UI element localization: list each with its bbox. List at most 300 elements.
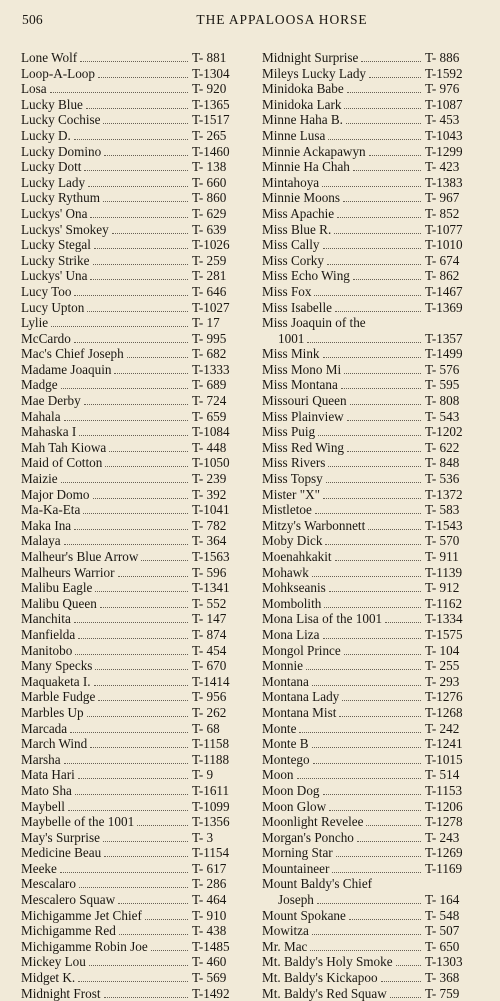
horse-name: Lone Wolf <box>21 50 78 65</box>
dot-leader <box>79 433 188 436</box>
dot-leader <box>84 402 188 405</box>
dot-leader <box>323 792 421 795</box>
registration-number: T- 570 <box>425 533 460 549</box>
dot-leader <box>347 90 421 93</box>
registration-number: T- 583 <box>425 502 460 518</box>
dot-leader <box>299 730 421 733</box>
horse-name: Many Specks <box>21 658 93 674</box>
registration-number: T- 281 <box>192 268 227 284</box>
horse-name: Miss Red Wing <box>262 439 345 455</box>
horse-name: March Wind <box>21 736 88 752</box>
dot-leader <box>98 698 188 701</box>
dot-leader <box>326 480 421 483</box>
registration-number: T- 259 <box>192 252 227 268</box>
dot-leader <box>127 355 188 358</box>
horse-name: Moon Dog <box>262 782 320 798</box>
horse-name: Minne Lusa <box>262 127 326 143</box>
horse-entry <box>262 128 483 144</box>
dot-leader <box>78 776 188 779</box>
registration-number: T- 17 <box>192 315 220 331</box>
registration-number: T-1365 <box>192 96 230 112</box>
registration-number: T- 995 <box>192 330 227 346</box>
dot-leader <box>323 636 422 639</box>
horse-name: Miss Fox <box>262 283 312 299</box>
registration-number: T- 453 <box>425 112 460 128</box>
horse-name: Miss Puig <box>262 424 316 440</box>
horse-name: Miss Rivers <box>262 455 326 471</box>
registration-number: T- 956 <box>192 689 227 705</box>
dot-leader <box>118 574 188 577</box>
dot-leader <box>350 402 421 405</box>
dot-leader <box>84 168 188 171</box>
dot-leader <box>325 542 421 545</box>
dot-leader <box>310 948 421 951</box>
horse-entry <box>262 721 483 737</box>
horse-name: Minidoka Lark <box>262 96 342 112</box>
horse-name: Miss Blue R. <box>262 221 332 237</box>
horse-entry <box>262 689 483 705</box>
dot-leader <box>385 620 421 623</box>
dot-leader <box>93 262 189 265</box>
horse-entry <box>21 362 250 378</box>
dot-leader <box>313 761 421 764</box>
horse-entry <box>21 596 250 612</box>
registration-number: T- 548 <box>425 907 460 923</box>
dot-leader <box>381 979 421 982</box>
registration-number: T-1077 <box>425 221 463 237</box>
dot-leader <box>315 511 421 514</box>
horse-entry <box>21 206 250 222</box>
horse-name: Miss Montana <box>262 377 338 393</box>
horse-entry <box>262 845 483 861</box>
horse-name: Moonlight Revelee <box>262 814 364 830</box>
horse-name: Miss Topsy <box>262 471 323 487</box>
horse-name: Major Domo <box>21 486 90 502</box>
dot-leader <box>306 667 421 670</box>
horse-entry <box>262 237 483 253</box>
horse-entry <box>262 81 483 97</box>
dot-leader <box>366 823 421 826</box>
horse-name: Mona Lisa of the 1001 <box>262 611 383 627</box>
horse-entry <box>262 66 483 82</box>
dot-leader <box>334 231 421 234</box>
dot-leader <box>297 776 421 779</box>
horse-entry <box>21 175 250 191</box>
dot-leader <box>343 199 421 202</box>
registration-number: T- 569 <box>192 970 227 986</box>
horse-entry <box>262 362 483 378</box>
horse-entry <box>262 565 483 581</box>
dot-leader <box>344 371 421 374</box>
horse-name: Mac's Chief Joseph <box>21 346 124 362</box>
horse-name: Maquaketa I. <box>21 673 91 689</box>
dot-leader <box>75 652 188 655</box>
horse-name: Mt. Baldy's Kickapoo <box>262 970 378 986</box>
horse-name: Marsha <box>21 751 61 767</box>
horse-entry <box>262 799 483 815</box>
horse-name: Minnie Moons <box>262 190 341 206</box>
registration-number: T- 674 <box>425 252 460 268</box>
registration-number: T- 164 <box>425 892 460 908</box>
dot-leader <box>346 121 421 124</box>
registration-number: T- 911 <box>425 549 459 564</box>
horse-name: Miss Corky <box>262 252 324 268</box>
registration-number: T- 617 <box>192 860 227 876</box>
registration-number: T- 650 <box>425 938 460 954</box>
dot-leader <box>89 963 188 966</box>
horse-entry <box>21 50 250 66</box>
horse-entry <box>21 658 250 674</box>
horse-name: Lylie <box>21 315 49 331</box>
registration-number: T-1027 <box>192 299 230 315</box>
horse-name: Montana <box>262 673 309 689</box>
registration-number: T- 967 <box>425 190 460 206</box>
horse-name: Mata Hari <box>21 767 75 783</box>
dot-leader <box>87 714 188 717</box>
horse-name: Monte <box>262 720 297 736</box>
horse-entry <box>21 689 250 705</box>
registration-number: T- 293 <box>425 673 460 689</box>
horse-name: May's Surprise <box>21 829 100 845</box>
horse-entry <box>21 533 250 549</box>
dot-leader <box>332 870 421 873</box>
registration-number: T- 660 <box>192 174 227 190</box>
horse-name: Mah Tah Kiowa <box>21 439 107 455</box>
horse-entry <box>21 611 250 627</box>
horse-entry <box>21 190 250 206</box>
dot-leader <box>312 745 421 748</box>
dot-leader <box>137 823 188 826</box>
registration-number: T- 682 <box>192 346 227 362</box>
horse-entry <box>262 861 483 877</box>
dot-leader <box>104 854 188 857</box>
dot-leader <box>344 652 421 655</box>
dot-leader <box>93 496 189 499</box>
horse-entry <box>21 954 250 970</box>
horse-entry <box>262 627 483 643</box>
registration-number: T-1188 <box>192 751 230 767</box>
dot-leader <box>369 75 421 78</box>
registration-number: T- 543 <box>425 408 460 424</box>
dot-leader <box>105 464 188 467</box>
horse-entry <box>21 315 250 331</box>
horse-entry <box>262 424 483 440</box>
horse-name: Lucky D. <box>21 127 71 143</box>
registration-number: T-1575 <box>425 626 463 642</box>
horse-entry <box>21 237 250 253</box>
horse-entry <box>21 66 250 82</box>
dot-leader <box>324 605 421 608</box>
dot-leader <box>369 325 421 327</box>
dot-leader <box>64 418 188 421</box>
horse-entry <box>21 144 250 160</box>
registration-number: T- 239 <box>192 471 227 487</box>
dot-leader <box>68 808 188 811</box>
dot-leader <box>74 340 188 343</box>
registration-number: T- 881 <box>192 50 227 65</box>
registration-number: T- 689 <box>192 377 227 393</box>
registration-number: T-1169 <box>425 860 463 876</box>
horse-entry <box>21 845 250 861</box>
horse-name: Lucky Dott <box>21 159 82 175</box>
horse-name: Mombolith <box>262 595 322 611</box>
horse-entry <box>21 268 250 284</box>
horse-name: Maid of Cotton <box>21 455 103 471</box>
horse-entry <box>21 377 250 393</box>
horse-entry <box>21 471 250 487</box>
horse-entry <box>262 674 483 690</box>
dot-leader <box>79 885 188 888</box>
registration-number: T-1299 <box>425 143 463 159</box>
page-header <box>22 12 482 30</box>
dot-leader <box>104 995 188 998</box>
dot-leader <box>74 137 188 140</box>
horse-entry <box>21 424 250 440</box>
horse-name: Mescalaro <box>21 876 76 892</box>
horse-entry <box>21 876 250 892</box>
horse-entry <box>262 643 483 659</box>
dot-leader <box>118 901 188 904</box>
registration-number: T- 576 <box>425 361 460 377</box>
horse-name: Mohawk <box>262 564 309 580</box>
horse-name: Montego <box>262 751 310 767</box>
horse-name: Loop-A-Loop <box>21 65 95 81</box>
dot-leader <box>61 386 188 389</box>
horse-entry <box>21 814 250 830</box>
horse-name: Miss Plainview <box>262 408 344 424</box>
registration-number: T- 808 <box>425 393 460 409</box>
registration-number: T-1241 <box>425 736 463 752</box>
horse-name: Miss Mono Mi <box>262 361 342 377</box>
horse-entry <box>262 658 483 674</box>
horse-name: Mohkseanis <box>262 580 326 596</box>
dot-leader <box>75 792 188 795</box>
horse-entry <box>262 892 483 908</box>
horse-name: Michigamme Jet Chief <box>21 907 142 923</box>
registration-number: T- 3 <box>192 829 214 845</box>
registration-number: T-1043 <box>425 127 463 143</box>
dot-leader <box>353 168 421 171</box>
horse-name: Midnight Frost <box>21 985 101 1001</box>
dot-leader <box>322 184 421 187</box>
horse-name: Mae Derby <box>21 393 81 409</box>
horse-name: Miss Isabelle <box>262 299 332 315</box>
registration-number: T-1467 <box>425 283 463 299</box>
horse-entry <box>21 97 250 113</box>
registration-number: T-1372 <box>425 486 463 502</box>
dot-leader <box>90 745 188 748</box>
registration-number: T-1087 <box>425 96 463 112</box>
horse-entry <box>21 970 250 986</box>
horse-name: Moon <box>262 767 294 783</box>
horse-entry <box>262 440 483 456</box>
horse-entry <box>262 752 483 768</box>
horse-name: Mahala <box>21 408 61 424</box>
horse-entry <box>262 580 483 596</box>
horse-entry <box>262 268 483 284</box>
registration-number: T-1202 <box>425 424 463 440</box>
horse-entry <box>21 222 250 238</box>
horse-name: Malheur's Blue Arrow <box>21 549 139 564</box>
registration-number: T- 536 <box>425 471 460 487</box>
registration-number: T- 242 <box>425 720 460 736</box>
registration-number: T-1357 <box>425 330 463 346</box>
registration-number: T-1517 <box>192 112 230 128</box>
registration-number: T-1499 <box>425 346 463 362</box>
dot-leader <box>103 199 188 202</box>
horse-name: Manitobo <box>21 642 73 658</box>
horse-entry <box>21 752 250 768</box>
registration-number: T-1154 <box>192 845 230 861</box>
horse-name: Maizie <box>21 471 58 487</box>
horse-name: Michigamme Robin Joe <box>21 938 148 954</box>
registration-number: T-1276 <box>425 689 463 705</box>
registration-number: T- 860 <box>192 190 227 206</box>
registration-number: T- 514 <box>425 767 460 783</box>
horse-name: Mr. Mac <box>262 938 308 954</box>
dot-leader <box>357 839 421 842</box>
horse-entry <box>262 222 483 238</box>
horse-entry <box>21 128 250 144</box>
dot-leader <box>349 917 421 920</box>
registration-number: T-1158 <box>192 736 230 752</box>
registration-number: T- 552 <box>192 595 227 611</box>
horse-name: Lucky Domino <box>21 143 102 159</box>
dot-leader <box>64 542 188 545</box>
horse-entry <box>21 440 250 456</box>
dot-leader <box>119 932 188 935</box>
horse-name: Medicine Beau <box>21 845 102 861</box>
horse-name: Meeke <box>21 860 57 876</box>
dot-leader <box>64 761 188 764</box>
dot-leader <box>335 309 421 312</box>
dot-leader <box>390 995 421 998</box>
horse-name: Malheurs Warrior <box>21 564 115 580</box>
horse-entry <box>262 830 483 846</box>
horse-name: Minne Haha B. <box>262 112 343 128</box>
horse-entry <box>262 471 483 487</box>
registration-number: T- 454 <box>192 642 227 658</box>
registration-number: T-1369 <box>425 299 463 315</box>
horse-name: Lucky Strike <box>21 252 90 268</box>
horse-name: Marbles Up <box>21 704 84 720</box>
dot-leader <box>323 496 421 499</box>
dot-leader <box>114 371 188 374</box>
horse-entry <box>262 159 483 175</box>
horse-entry <box>262 876 483 892</box>
dot-leader <box>103 121 188 124</box>
registration-number: T- 724 <box>192 393 227 409</box>
registration-number: T- 848 <box>425 455 460 471</box>
horse-name: Lucky Blue <box>21 96 83 112</box>
horse-name: Mitzy's Warbonnett <box>262 517 366 533</box>
registration-number: T- 368 <box>425 970 460 986</box>
registration-number: T- 639 <box>192 221 227 237</box>
horse-name: Manfielda <box>21 626 76 642</box>
horse-entry <box>21 455 250 471</box>
horse-entry <box>21 705 250 721</box>
dot-leader <box>88 184 188 187</box>
dot-leader <box>90 215 188 218</box>
horse-name: Malibu Queen <box>21 595 97 611</box>
horse-entry <box>21 284 250 300</box>
horse-entry <box>21 159 250 175</box>
horse-entry <box>21 346 250 362</box>
registration-number: T- 104 <box>425 642 460 658</box>
registration-number: T- 262 <box>192 704 227 720</box>
horse-name: Moby Dick <box>262 533 323 549</box>
dot-leader <box>312 683 421 686</box>
horse-entry <box>262 284 483 300</box>
horse-name: Luckys' Smokey <box>21 221 109 237</box>
horse-entry <box>21 923 250 939</box>
horse-entry <box>262 112 483 128</box>
horse-entry <box>262 736 483 752</box>
horse-name: Miss Mink <box>262 346 320 362</box>
horse-name: Malibu Eagle <box>21 580 93 596</box>
dot-leader <box>109 449 188 452</box>
dot-leader <box>104 153 188 156</box>
horse-name: Mahaska I <box>21 424 77 440</box>
horse-entry <box>262 970 483 986</box>
horse-name: Mato Sha <box>21 782 72 798</box>
horse-name: Miss Joaquin of the <box>262 315 366 331</box>
horse-entry <box>262 923 483 939</box>
horse-name: Mona Liza <box>262 626 320 642</box>
dot-leader <box>98 75 188 78</box>
registration-number: T-1356 <box>192 814 230 830</box>
horse-name: Maybell <box>21 798 65 814</box>
horse-name: Mileys Lucky Lady <box>262 65 367 81</box>
horse-entry <box>21 736 250 752</box>
dot-leader <box>312 574 421 577</box>
dot-leader <box>361 59 421 62</box>
horse-name: Mount Baldy's Chief <box>262 876 373 892</box>
registration-number: T- 255 <box>425 658 460 674</box>
dot-leader <box>317 901 421 904</box>
registration-number: T- 910 <box>192 907 227 923</box>
dot-leader <box>90 277 188 280</box>
registration-number: T-1460 <box>192 143 230 159</box>
dot-leader <box>78 979 188 982</box>
horse-name: Mountaineer <box>262 860 330 876</box>
dot-leader <box>368 527 421 530</box>
horse-entry <box>262 814 483 830</box>
registration-number: T- 759 <box>425 985 460 1001</box>
registration-number: T- 138 <box>192 159 227 175</box>
registration-number: T- 460 <box>192 954 227 970</box>
horse-name: Monnie <box>262 658 304 674</box>
dot-leader <box>328 137 421 140</box>
horse-entry <box>21 331 250 347</box>
dot-leader <box>95 589 188 592</box>
registration-number: T- 392 <box>192 486 227 502</box>
horse-name: Morning Star <box>262 845 333 861</box>
registration-number: T- 147 <box>192 611 227 627</box>
registration-number: T-1139 <box>425 564 463 580</box>
registration-number: T- 912 <box>425 580 460 596</box>
horse-name: Losa <box>21 81 47 97</box>
horse-name: Maka Ina <box>21 517 72 533</box>
horse-name: Mister "X" <box>262 486 321 502</box>
dot-leader <box>323 355 421 358</box>
horse-name: Mescalero Squaw <box>21 892 116 908</box>
dot-leader <box>327 262 421 265</box>
registration-number: T- 507 <box>425 923 460 939</box>
registration-number: T- 629 <box>192 205 227 221</box>
registration-number: T-1278 <box>425 814 463 830</box>
dot-leader <box>336 854 421 857</box>
